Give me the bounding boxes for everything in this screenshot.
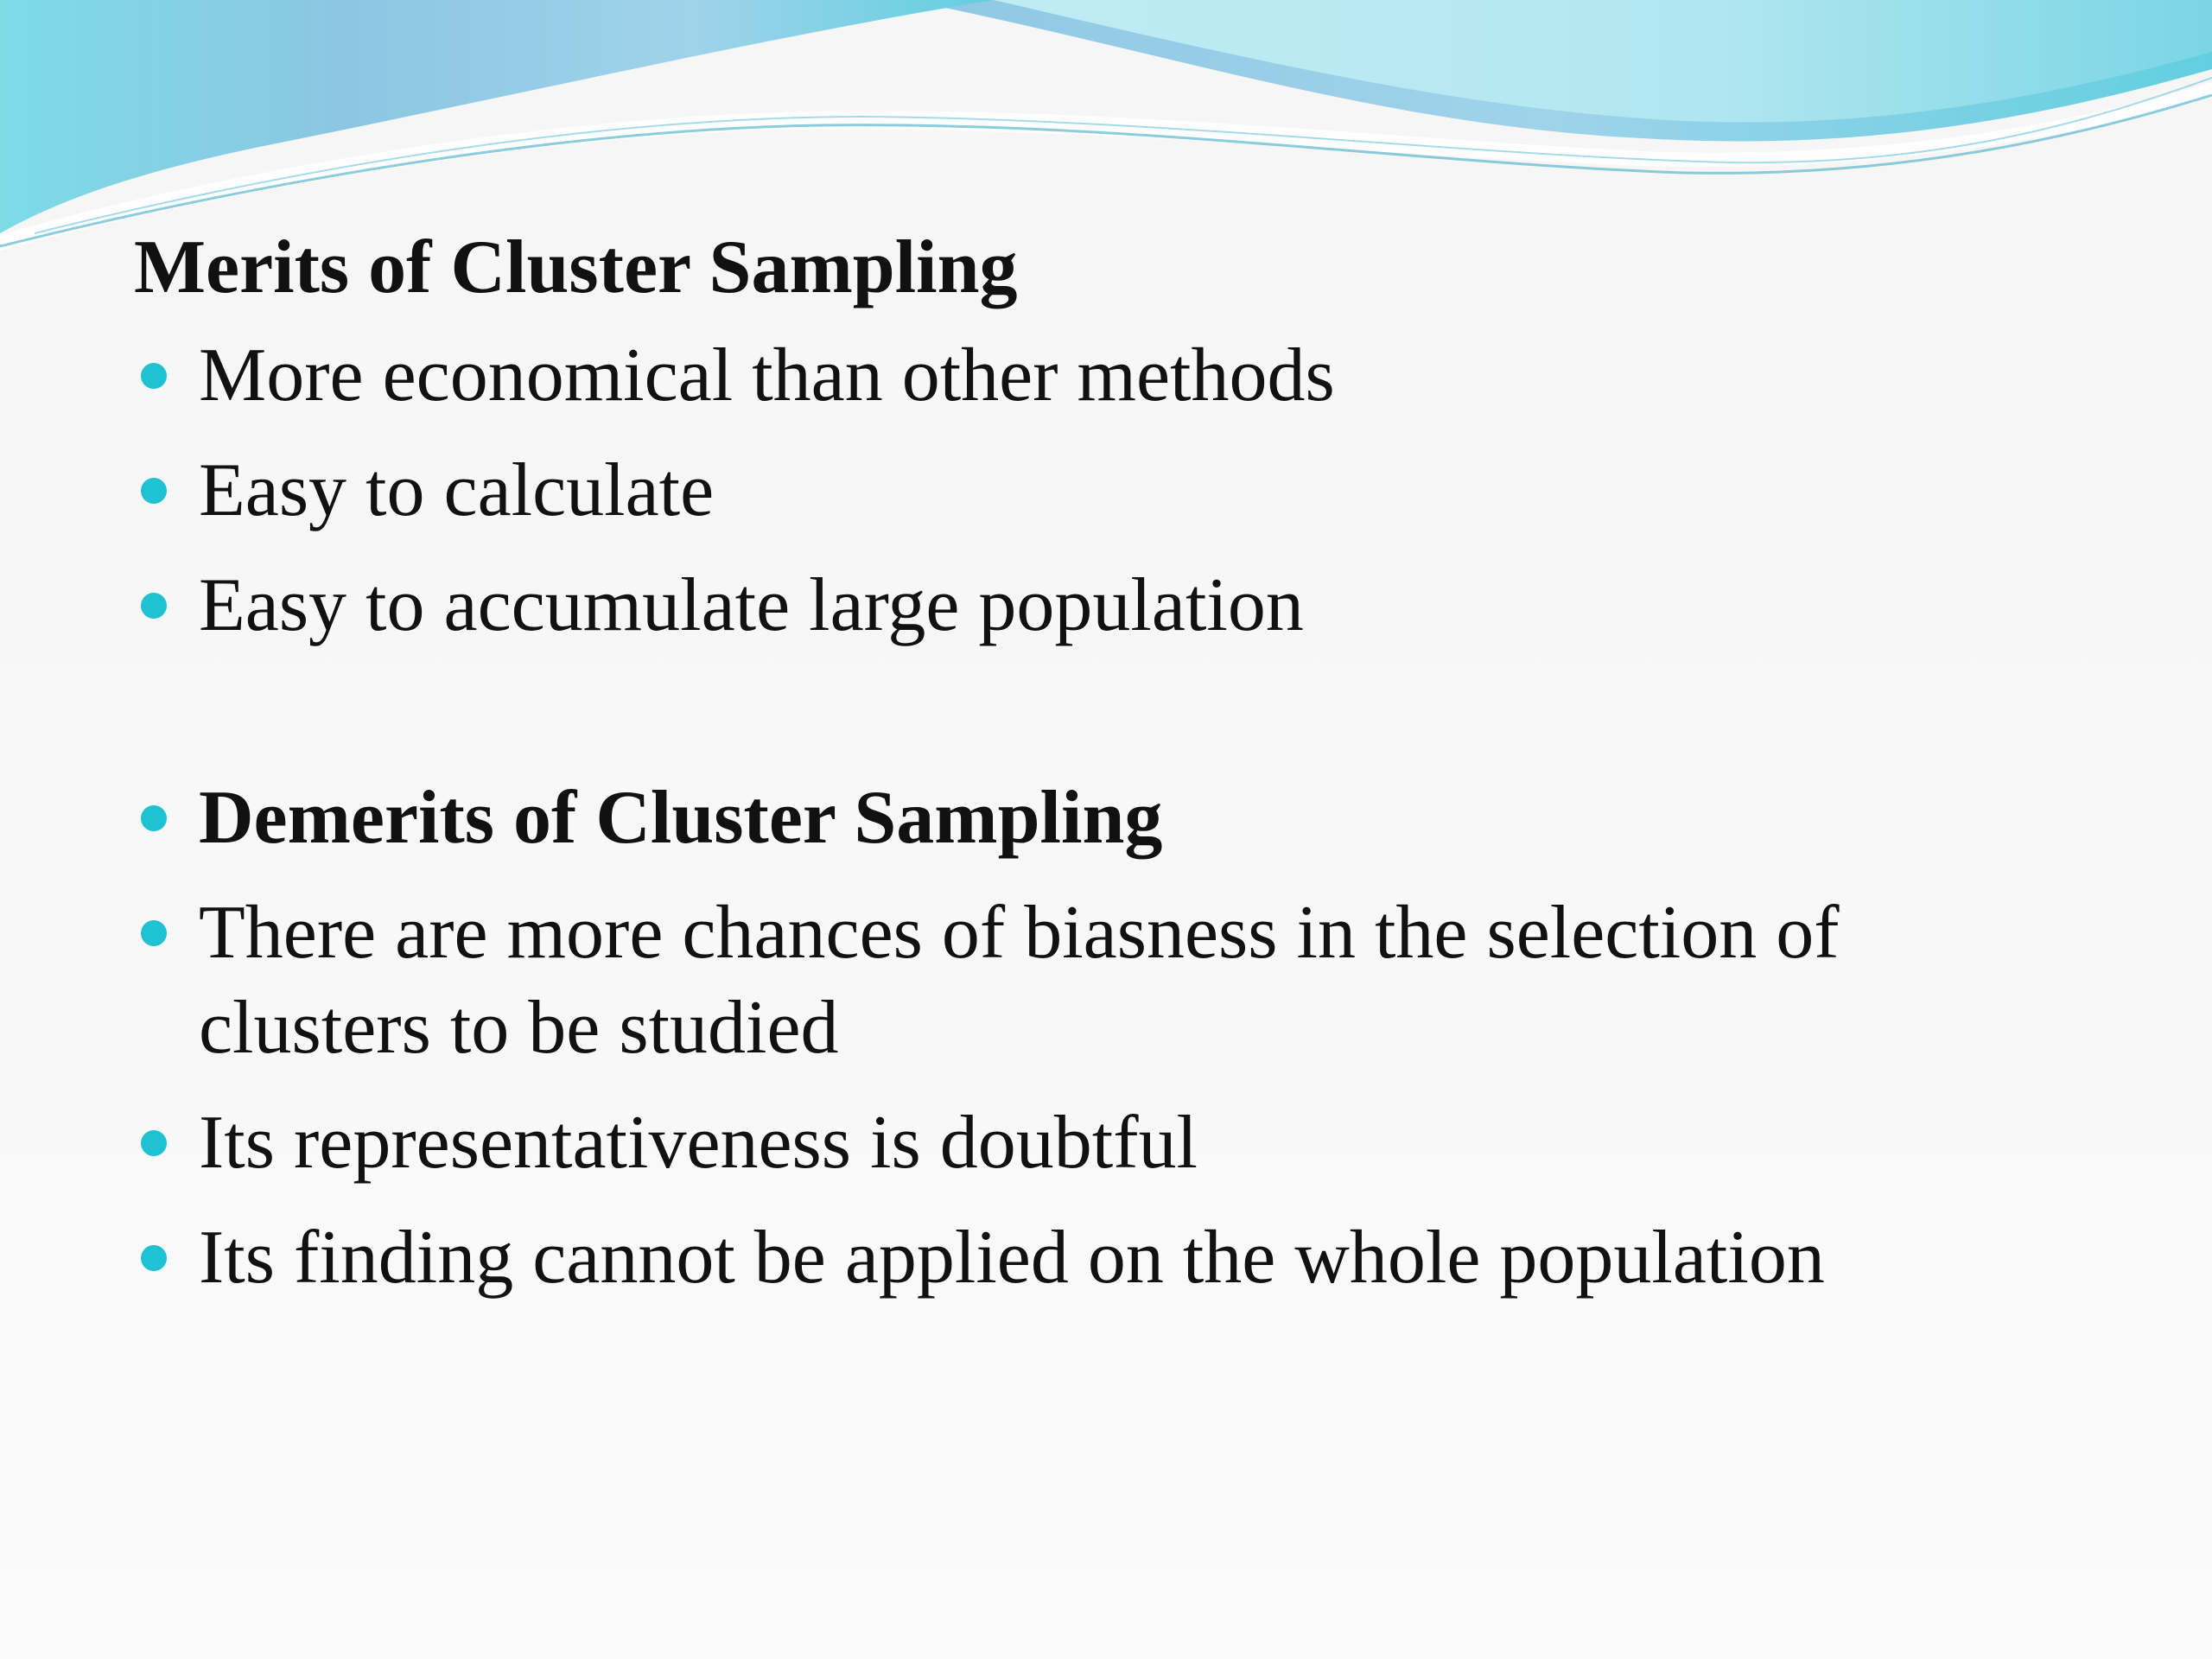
list-item: [134, 443, 2121, 538]
list-item: [134, 558, 2121, 653]
bullet-icon: [141, 920, 167, 946]
bullet-icon: [141, 363, 167, 389]
bullet-icon: [141, 1130, 167, 1156]
bullet-text: Easy to accumulate large population: [199, 563, 1304, 647]
bullet-icon: [141, 593, 167, 619]
bullet-list: [134, 328, 2121, 1306]
bullet-icon: [141, 805, 167, 831]
list-item: [134, 1211, 2121, 1306]
bullet-text: Easy to calculate: [199, 448, 715, 532]
bullet-text: Its finding cannot be applied on the whole population: [199, 1216, 1825, 1300]
list-item: [134, 1096, 2121, 1191]
list-item: [134, 886, 2056, 1076]
bullet-text: Its representativeness is doubtful: [199, 1101, 1198, 1185]
list-item: [134, 328, 2121, 423]
list-item-subheading: [134, 771, 2121, 866]
bullet-text: Demerits of Cluster Sampling: [199, 776, 1163, 860]
bullet-text: There are more chances of biasness in the selection of clusters to be studied: [199, 891, 1840, 1070]
bullet-icon: [141, 478, 167, 504]
bullet-icon: [141, 1245, 167, 1271]
bullet-text: More economical than other methods: [199, 334, 1335, 417]
slide-heading: Merits of Cluster Sampling: [134, 226, 1018, 309]
slide-content: [134, 216, 2121, 1325]
